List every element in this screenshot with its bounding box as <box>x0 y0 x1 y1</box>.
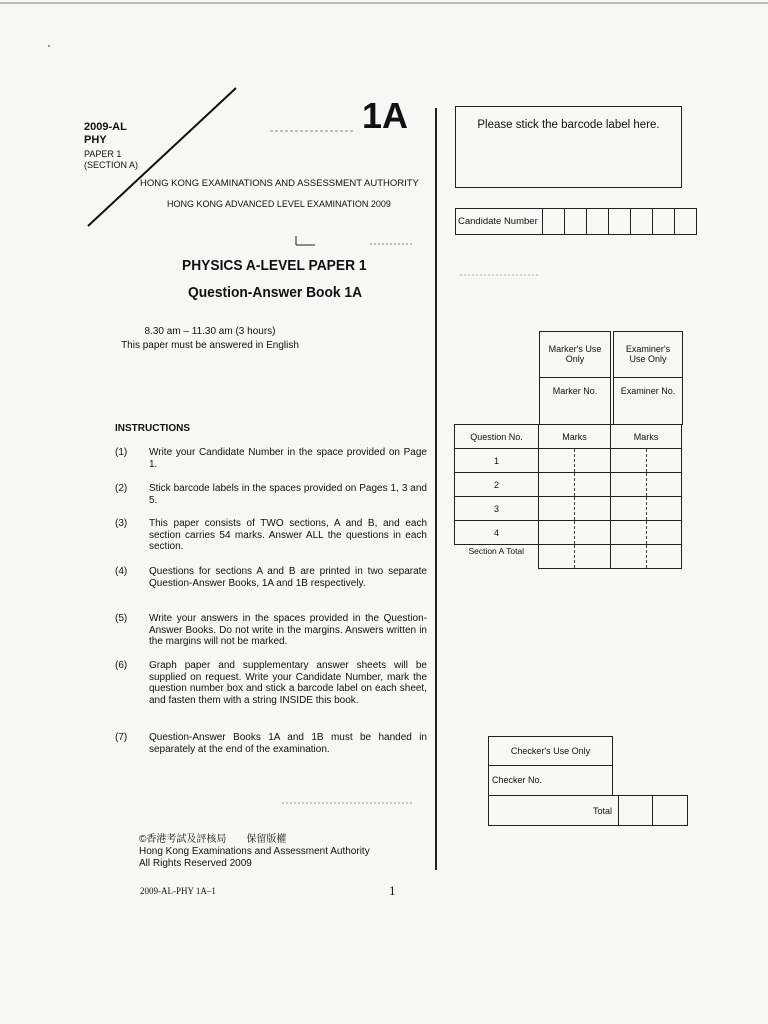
marker-marks-cell[interactable] <box>539 473 611 497</box>
marker-no-label: Marker No. <box>552 386 598 396</box>
authority-name: HONG KONG EXAMINATIONS AND ASSESSMENT AUTHORITY <box>140 178 419 189</box>
exam-time-block <box>0 325 420 353</box>
examiner-marks-cell[interactable] <box>611 449 682 473</box>
candidate-digit-box[interactable] <box>609 209 631 235</box>
examiner-marks-cell[interactable] <box>611 473 682 497</box>
year-code: 2009-AL <box>84 121 127 133</box>
instruction-number: (4) <box>115 566 128 577</box>
markers-use-label: Marker's Use Only <box>540 332 610 378</box>
barcode-label-box[interactable] <box>455 106 682 188</box>
checker-total-table <box>488 795 688 826</box>
paper-label: PAPER 1 <box>84 149 122 159</box>
instruction-item <box>115 483 427 513</box>
marker-marks-cell[interactable] <box>539 521 611 545</box>
instruction-text: Graph paper and supplementary answer sheets will be supplied on request. Write your Candidate Number, mark the question number box and stick a barcode label on each sheet, and fasten them with a string INSIDE this book. <box>149 660 427 706</box>
candidate-number-table <box>455 208 697 235</box>
page-subtitle: Question-Answer Book 1A <box>188 284 363 301</box>
total-digit-box[interactable] <box>619 796 653 826</box>
examiners-use-label: Examiner's Use Only <box>614 332 682 378</box>
instruction-item <box>115 566 427 606</box>
copyright-org: Hong Kong Examinations and Assessment Authority <box>139 846 370 857</box>
marks-header: Marks <box>611 425 682 449</box>
checker-no-label: Checker No. <box>492 775 543 785</box>
instruction-text: This paper consists of TWO sections, A and B, and each section carries 54 marks. Answer ALL the questions in each section. <box>149 518 427 552</box>
subject-code: PHY <box>84 134 107 146</box>
marker-marks-cell[interactable] <box>539 449 611 473</box>
total-label: Total <box>489 796 619 826</box>
instruction-item <box>115 732 427 762</box>
instruction-item <box>115 613 427 653</box>
copyright-block <box>139 834 370 870</box>
examiner-marks-cell[interactable] <box>611 497 682 521</box>
question-number: 3 <box>455 497 539 521</box>
marks-table <box>454 424 682 569</box>
page-number: 1 <box>389 883 396 898</box>
marks-header: Marks <box>539 425 611 449</box>
instruction-number: (6) <box>115 660 128 671</box>
question-no-header: Question No. <box>455 425 539 449</box>
question-number: 1 <box>455 449 539 473</box>
paper-code-block <box>84 121 138 171</box>
checkers-use-box <box>488 736 613 796</box>
footer-code: 2009-AL-PHY 1A–1 <box>140 886 216 896</box>
instruction-text: Question-Answer Books 1A and 1B must be handed in separately at the end of the examination. <box>149 732 427 755</box>
candidate-digit-box[interactable] <box>675 209 697 235</box>
page-title: PHYSICS A-LEVEL PAPER 1 <box>182 257 367 274</box>
candidate-digit-box[interactable] <box>587 209 609 235</box>
instruction-item <box>115 447 427 477</box>
section-total-label: Section A Total <box>468 546 525 556</box>
instruction-item <box>115 518 427 558</box>
instruction-text: Questions for sections A and B are printed in two separate Question-Answer Books, 1A and 1B respectively. <box>149 566 427 589</box>
section-label: (SECTION A) <box>84 160 139 170</box>
examiner-total-cell[interactable] <box>611 545 682 569</box>
question-number: 2 <box>455 473 539 497</box>
marker-total-cell[interactable] <box>539 545 611 569</box>
exam-time: 8.30 am – 11.30 am (3 hours) <box>144 326 276 337</box>
instruction-text: Stick barcode labels in the spaces provided on Pages 1, 3 and 5. <box>149 483 427 506</box>
copyright-rights: All Rights Reserved 2009 <box>139 858 252 869</box>
instruction-number: (3) <box>115 518 128 529</box>
candidate-digit-box[interactable] <box>631 209 653 235</box>
examiner-marks-cell[interactable] <box>611 521 682 545</box>
instruction-item <box>115 660 427 725</box>
language-note: This paper must be answered in English <box>121 340 299 351</box>
page-divider <box>435 108 437 870</box>
candidate-digit-box[interactable] <box>653 209 675 235</box>
exam-name: HONG KONG ADVANCED LEVEL EXAMINATION 2009 <box>167 199 391 209</box>
copyright-chinese: ©香港考試及評核局 保留版權 <box>139 834 287 845</box>
instruction-text: Write your answers in the spaces provided in the Question-Answer Books. Do not write in the margins. Answers written in the margins will not be marked. <box>149 613 427 647</box>
question-number: 4 <box>455 521 539 545</box>
checkers-use-label: Checker's Use Only <box>489 737 612 766</box>
candidate-number-label: Candidate Number <box>456 209 543 235</box>
barcode-label-text: Please stick the barcode label here. <box>477 119 660 131</box>
candidate-digit-box[interactable] <box>543 209 565 235</box>
instruction-number: (5) <box>115 613 128 624</box>
book-code: 1A <box>362 95 409 136</box>
instruction-text: Write your Candidate Number in the space provided on Page 1. <box>149 447 427 470</box>
total-digit-box[interactable] <box>653 796 688 826</box>
examiner-no-label: Examiner No. <box>620 386 676 396</box>
instruction-number: (7) <box>115 732 128 743</box>
instruction-number: (2) <box>115 483 128 494</box>
markers-use-box <box>539 331 611 425</box>
marker-marks-cell[interactable] <box>539 497 611 521</box>
candidate-digit-box[interactable] <box>565 209 587 235</box>
instructions-heading: INSTRUCTIONS <box>115 423 190 434</box>
instruction-number: (1) <box>115 447 128 458</box>
examiners-use-box <box>613 331 683 425</box>
